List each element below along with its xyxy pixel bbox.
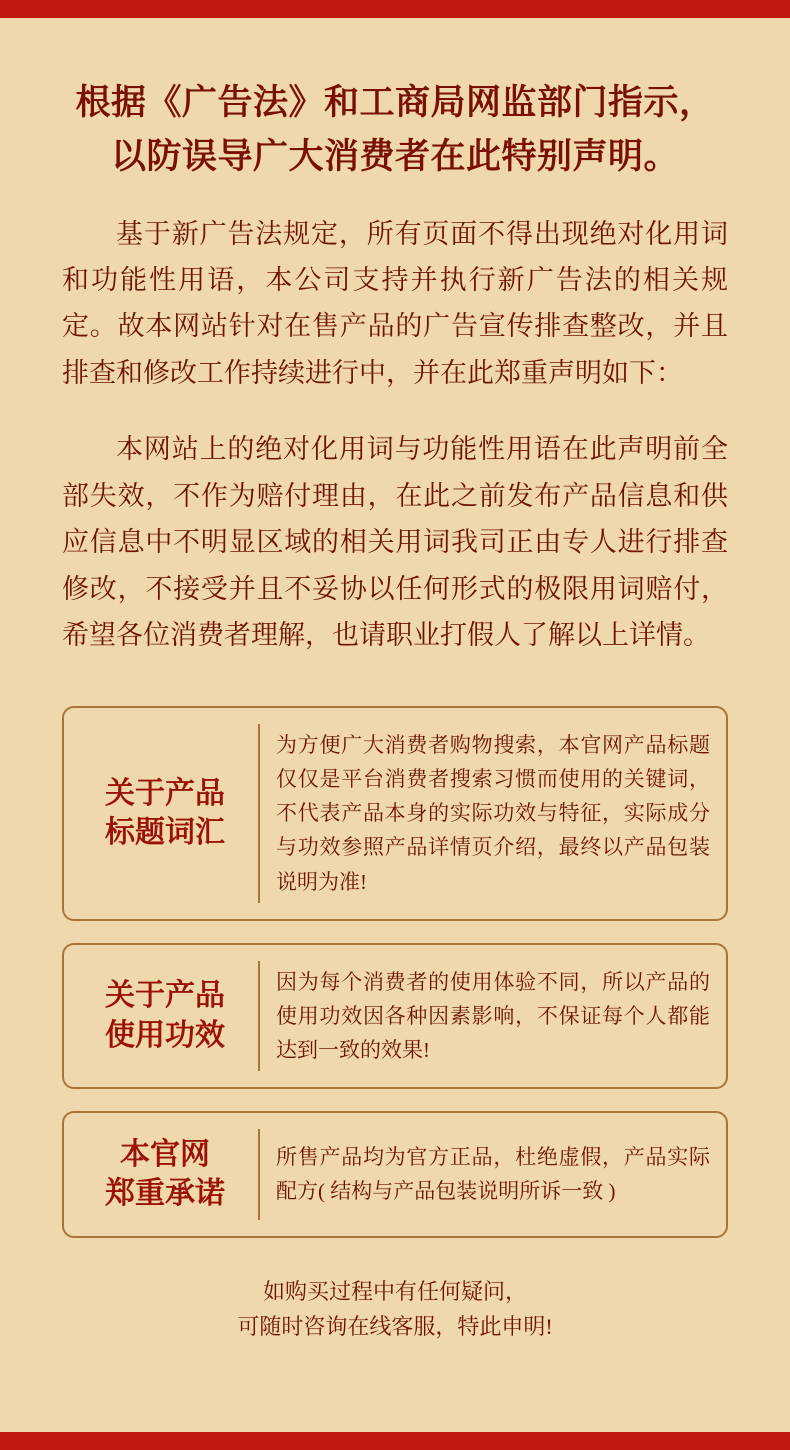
notice-card-title-line-2: 郑重承诺	[105, 1177, 225, 1211]
notice-card-title	[72, 1129, 260, 1220]
footer-note	[62, 1260, 728, 1345]
notice-card-title-line-2: 使用功效	[105, 1018, 225, 1052]
notice-card-title-line-2: 标题词汇	[105, 816, 225, 850]
top-border-bar	[0, 0, 790, 18]
notice-card	[62, 706, 728, 920]
notice-card-title	[72, 724, 260, 902]
notice-card-title-line-1: 关于产品	[105, 978, 225, 1012]
notice-card-title-line-1: 本官网	[120, 1137, 210, 1171]
notice-card-title-line-1: 关于产品	[105, 776, 225, 810]
page-title	[62, 18, 728, 185]
disclaimer-sheet	[0, 18, 790, 1432]
notice-card-body: 所售产品均为官方正品，杜绝虚假，产品实际配方( 结构与产品包装说明所诉一致 )	[276, 1145, 710, 1204]
notice-card	[62, 943, 728, 1089]
notice-card-body: 因为每个消费者的使用体验不同，所以产品的使用功效因各种因素影响，不保证每个人都能达到一致的效果!	[276, 969, 710, 1062]
notice-card-body: 为方便广大消费者购物搜索，本官网产品标题仅仅是平台消费者搜索习惯而使用的关键词，不代表产品本身的实际功效与特征，实际成分与功效参照产品详情页介绍，最终以产品包装说明为准!	[276, 733, 710, 894]
page-title-line-1: 根据《广告法》和工商局网监部门指示，	[75, 83, 715, 122]
statement-paragraph-1: 基于新广告法规定，所有页面不得出现绝对化用词和功能性用语，本公司支持并执行新广告法的相关规定。故本网站针对在售产品的广告宣传排查整改，并且排查和修改工作持续进行中，并在此郑重声明如下：	[62, 218, 728, 388]
footer-note-line-2: 可随时咨询在线客服，特此申明!	[237, 1314, 553, 1340]
bottom-border-bar	[0, 1432, 790, 1450]
notice-card	[62, 1111, 728, 1238]
statement-paragraph-2: 本网站上的绝对化用词与功能性用语在此声明前全部失效，不作为赔付理由，在此之前发布产品信息和供应信息中不明显区域的相关用词我司正由专人进行排查修改，不接受并且不妥协以任何形式的极限用词赔付，希望各位消费者理解，也请职业打假人了解以上详情。	[62, 434, 728, 650]
notice-card-list	[62, 658, 728, 1237]
notice-card-title	[72, 961, 260, 1071]
page-title-line-2: 以防误导广大消费者在此特别声明。	[110, 137, 679, 177]
footer-note-line-1: 如购买过程中有任何疑问，	[262, 1278, 527, 1304]
